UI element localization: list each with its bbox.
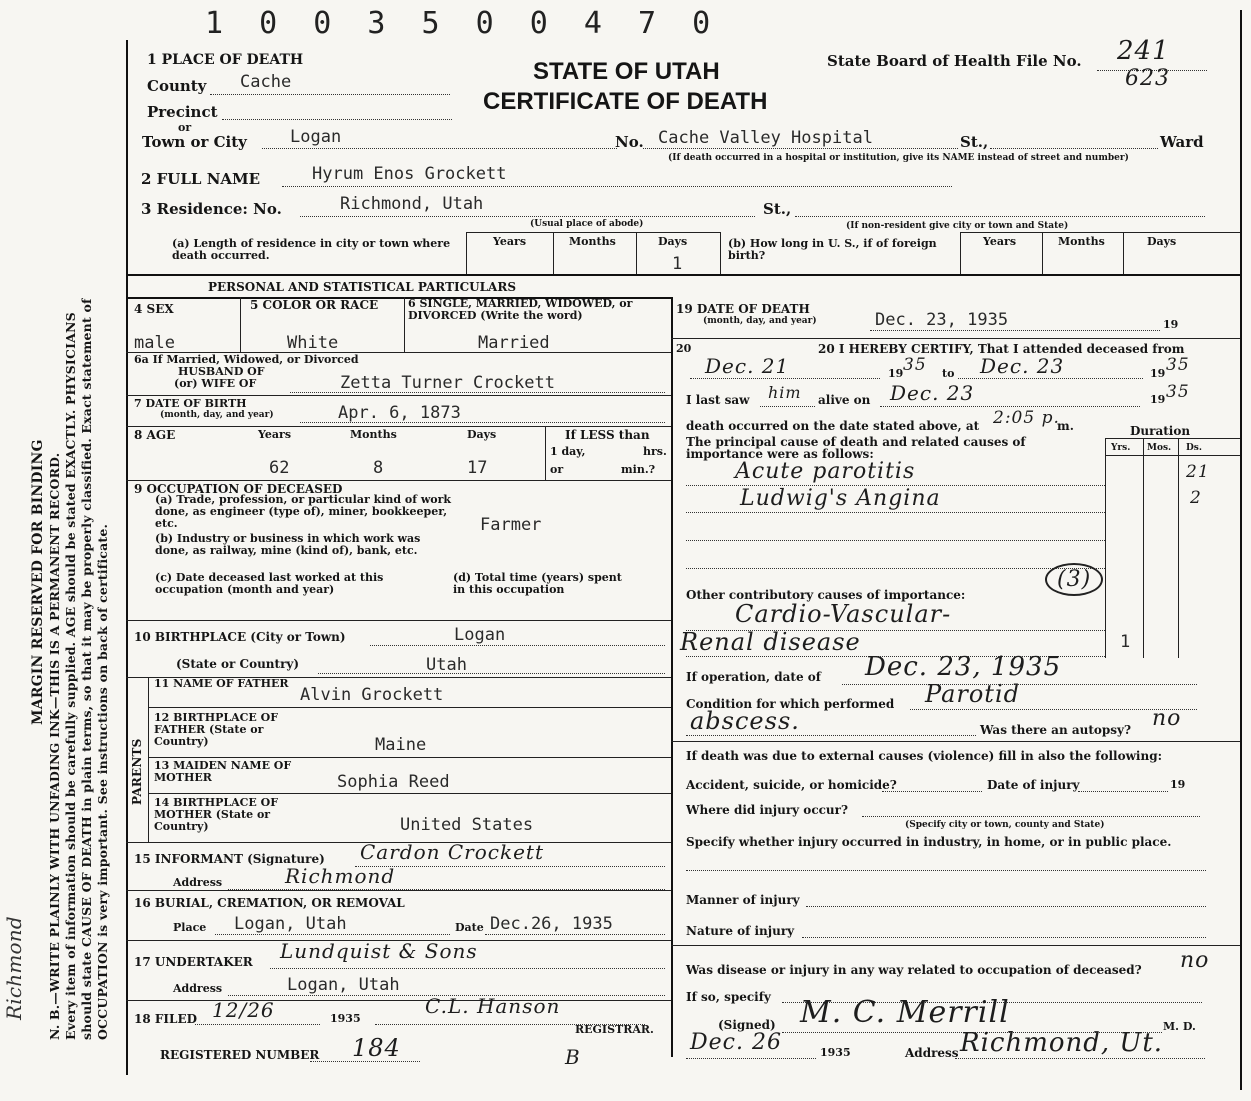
autopsy-label: Was there an autopsy? xyxy=(980,723,1132,737)
mother-bp-label: 14 BIRTHPLACE OF MOTHER (State or Country) xyxy=(154,796,279,833)
or-label: or xyxy=(178,121,192,134)
informant-signature: Cardon Crockett xyxy=(360,840,545,864)
yrs-label: Yrs. xyxy=(1111,443,1131,453)
res-days: Days xyxy=(658,235,688,248)
dod-value: Dec. 23, 1935 xyxy=(875,310,1009,330)
other-cause-1: Cardio-Vascular- xyxy=(735,600,952,628)
cause-1: Acute parotitis xyxy=(735,459,916,484)
where-note: (Specify city or town, county and State) xyxy=(905,820,1105,830)
operation-date: Dec. 23, 1935 xyxy=(865,652,1062,682)
column-divider xyxy=(671,297,673,1057)
margin-line4: OCCUPATION is very important. See instructions on back of certificate. xyxy=(95,523,110,1040)
signed-label: (Signed) xyxy=(718,1018,776,1032)
margin-line3: should state CAUSE OF DEATH in plain terms, so that it may be properly classified. Exact statement of xyxy=(79,298,94,1040)
mos-label: Mos. xyxy=(1147,443,1172,453)
rule-personal xyxy=(126,274,1240,276)
registrar-signature: C.L. Hanson xyxy=(425,994,561,1018)
spouse-value: Zetta Turner Crockett xyxy=(340,373,555,393)
or-min-label: or xyxy=(550,463,564,476)
to-label: to xyxy=(942,367,955,380)
sign-date: Dec. 26 xyxy=(690,1030,782,1055)
dod-sub: (month, day, and year) xyxy=(703,316,817,326)
frame-right xyxy=(1240,10,1242,1090)
filed-year: 1935 xyxy=(330,1012,361,1025)
md-label: M. D. xyxy=(1163,1020,1196,1033)
age-years-label: Years xyxy=(258,428,292,441)
full-name-value: Hyrum Enos Grockett xyxy=(312,164,507,184)
burial-place-label: Place xyxy=(173,921,207,934)
injury-date-label: Date of injury xyxy=(987,778,1080,792)
undertaker-value: Lundquist & Sons xyxy=(280,939,478,963)
m-label: m. xyxy=(1057,419,1074,433)
abode-note: (Usual place of abode) xyxy=(530,219,644,229)
from-19: 19 xyxy=(888,367,904,380)
other-cause-years: 1 xyxy=(1120,632,1131,652)
us-days: Days xyxy=(1147,235,1177,248)
last-saw-value: him xyxy=(768,383,802,402)
undertaker-label: 17 UNDERTAKER xyxy=(134,955,253,969)
related-label: Was disease or injury in any way related to occupation of deceased? xyxy=(686,963,1142,977)
nonres-note: (If non-resident give city or town and State) xyxy=(846,221,1069,231)
autopsy-value: no xyxy=(1152,706,1182,731)
occupation-c: (c) Date deceased last worked at this occupation (month and year) xyxy=(155,571,384,596)
cause-2-days: 2 xyxy=(1190,488,1202,508)
informant-address-label: Address xyxy=(173,876,223,889)
mother-label: 13 MAIDEN NAME OF MOTHER xyxy=(154,759,292,784)
to-19: 19 xyxy=(1150,367,1166,380)
town-label: Town or City xyxy=(142,133,247,151)
county-value: Cache xyxy=(240,72,292,92)
burial-label: 16 BURIAL, CREMATION, OR REMOVAL xyxy=(134,896,405,910)
informant-label: 15 INFORMANT (Signature) xyxy=(134,852,325,866)
filed-label: 18 FILED xyxy=(134,1012,197,1026)
dob-sub: (month, day, and year) xyxy=(160,410,274,420)
filed-date: 12/26 xyxy=(212,998,275,1022)
operation-label: If operation, date of xyxy=(686,670,821,684)
dob-value: Apr. 6, 1873 xyxy=(338,403,461,423)
circled-note: (3) xyxy=(1045,563,1103,596)
serial-number: 1 0 0 3 5 0 0 4 7 0 xyxy=(205,6,720,41)
registrar-initial: B xyxy=(565,1045,581,1069)
other-causes-label: Other contributory causes of importance: xyxy=(686,588,966,602)
father-bp-value: Maine xyxy=(375,735,427,755)
related-value: no xyxy=(1180,948,1210,973)
state-value: Utah xyxy=(426,655,467,675)
mother-bp-value: United States xyxy=(400,815,534,835)
cause-1-days: 21 xyxy=(1186,462,1210,482)
burial-place: Logan, Utah xyxy=(234,914,347,934)
sex-label: 4 SEX xyxy=(134,302,174,316)
burial-date-label: Date xyxy=(455,921,484,934)
alive-label: alive on xyxy=(818,393,871,407)
file-no-value-2: 623 xyxy=(1125,66,1170,91)
physician-signature: M. C. Merrill xyxy=(800,995,1010,1030)
injury-19: 19 xyxy=(1170,778,1186,791)
full-name-label: 2 FULL NAME xyxy=(141,170,261,188)
spouse-label-1: 6a If Married, Widowed, or Divorced xyxy=(134,353,359,366)
cause-label: The principal cause of death and related causes of importance were as follows: xyxy=(686,435,1026,461)
sign-address-label: Address xyxy=(905,1046,959,1060)
to-year: 35 xyxy=(1166,355,1190,375)
sex-value: male xyxy=(134,333,175,353)
spouse-label-3: (or) WIFE OF xyxy=(174,377,257,390)
father-bp-label: 12 BIRTHPLACE OF FATHER (State or Country) xyxy=(154,711,279,748)
age-months: 8 xyxy=(373,458,384,478)
dod-label: 19 DATE OF DEATH xyxy=(676,302,810,316)
res-days-value: 1 xyxy=(672,254,683,274)
precinct-label: Precinct xyxy=(147,103,218,121)
age-label: 8 AGE xyxy=(134,428,176,442)
birthplace-value: Logan xyxy=(454,625,506,645)
town-value: Logan xyxy=(290,127,342,147)
manner-label: Manner of injury xyxy=(686,893,800,907)
less-label: If LESS than xyxy=(565,428,650,442)
burial-date: Dec.26, 1935 xyxy=(490,914,613,934)
cause-2: Ludwig's Angina xyxy=(740,486,941,511)
age-days-label: Days xyxy=(467,428,497,441)
other-cause-2: Renal disease xyxy=(680,628,861,656)
occupation-b: (b) Industry or business in which work was done, as railway, mine (kind of), bank, etc. xyxy=(155,532,421,557)
reg-no-label: REGISTERED NUMBER xyxy=(160,1048,320,1062)
undertaker-address-label: Address xyxy=(173,982,223,995)
external-label: If death was due to external causes (violence) fill in also the following: xyxy=(686,749,1163,763)
duration-label: Duration xyxy=(1130,424,1191,438)
margin-line2: Every item of information should be carefully supplied. AGE should be stated EXACTLY. PHYSICIANS xyxy=(63,312,78,1040)
marital-value: Married xyxy=(478,333,550,353)
occupation-label: 9 OCCUPATION OF DECEASED xyxy=(134,482,343,496)
alive-value: Dec. 23 xyxy=(890,381,975,405)
parents-label: PARENTS xyxy=(130,738,144,805)
file-no-label: State Board of Health File No. xyxy=(827,52,1082,70)
father-value: Alvin Grockett xyxy=(300,685,444,705)
from-year: 35 xyxy=(903,355,927,375)
condition-2: abscess. xyxy=(690,707,800,735)
age-months-label: Months xyxy=(350,428,397,441)
age-years: 62 xyxy=(269,458,290,478)
where-label: Where did injury occur? xyxy=(686,803,849,817)
us-months: Months xyxy=(1058,235,1105,248)
informant-address: Richmond xyxy=(285,864,396,888)
certify-label: 20 I HEREBY CERTIFY, That I attended deceased from xyxy=(818,342,1185,356)
ifso-label: If so, specify xyxy=(686,990,771,1004)
residence-label: 3 Residence: No. xyxy=(141,200,282,218)
undertaker-address: Logan, Utah xyxy=(287,975,400,995)
alive-year: 35 xyxy=(1166,382,1190,402)
residence-st-label: St., xyxy=(763,200,792,218)
last-saw-label: I last saw xyxy=(686,393,750,407)
spouse-label-2: HUSBAND OF xyxy=(178,365,265,378)
county-label: County xyxy=(147,77,207,95)
alive-19: 19 xyxy=(1150,393,1166,406)
occupation-value: Farmer xyxy=(480,515,542,535)
personal-heading: PERSONAL AND STATISTICAL PARTICULARS xyxy=(208,280,517,294)
specify-label: Specify whether injury occurred in industry, in home, or in public place. xyxy=(686,835,1172,849)
color-value: White xyxy=(287,333,339,353)
frame-left xyxy=(126,40,128,1075)
min-label: min.? xyxy=(621,463,656,476)
mother-value: Sophia Reed xyxy=(337,772,450,792)
attended-to: Dec. 23 xyxy=(980,354,1065,378)
dod-19: 19 xyxy=(1163,318,1179,331)
condition-label: Condition for which performed xyxy=(686,697,895,711)
margin-nb: N. B.—WRITE PLAINLY WITH UNFADING INK—THIS IS A PERMANENT RECORD. xyxy=(47,452,62,1040)
file-no-value: 241 xyxy=(1117,36,1170,66)
certify-20: 20 xyxy=(676,342,692,355)
res-years: Years xyxy=(493,235,527,248)
marital-label: 6 SINGLE, MARRIED, WIDOWED, or DIVORCED (Write the word) xyxy=(408,297,633,322)
hospital-value: Cache Valley Hospital xyxy=(658,128,873,148)
dob-label: 7 DATE OF BIRTH xyxy=(134,397,247,410)
title-certificate: CERTIFICATE OF DEATH xyxy=(483,88,768,115)
residence-value: Richmond, Utah xyxy=(340,194,484,214)
color-label: 5 COLOR OR RACE xyxy=(250,298,379,312)
res-months: Months xyxy=(569,235,616,248)
nature-label: Nature of injury xyxy=(686,924,795,938)
length-residence-label: (a) Length of residence in city or town where death occurred. xyxy=(172,237,451,262)
no-label: No. xyxy=(615,133,644,151)
sign-address: Richmond, Ut. xyxy=(960,1028,1164,1058)
condition-1: Parotid xyxy=(925,680,1020,708)
age-days: 17 xyxy=(467,458,488,478)
occupation-d: (d) Total time (years) spent in this occupation xyxy=(453,571,622,596)
ward-label: Ward xyxy=(1160,133,1204,151)
death-occurred-label: death occurred on the date stated above, at xyxy=(686,419,980,433)
hrs-label: hrs. xyxy=(643,445,667,458)
title-state: STATE OF UTAH xyxy=(533,58,720,85)
st-label: St., xyxy=(960,133,989,151)
state-label: (State or Country) xyxy=(176,657,300,671)
attended-from: Dec. 21 xyxy=(705,354,790,378)
us-label: (b) How long in U. S., if of foreign birth? xyxy=(728,237,937,262)
occupation-a: (a) Trade, profession, or particular kind of work done, as engineer (type of), miner, bookkeeper, etc. xyxy=(155,493,452,530)
reg-no-value: 184 xyxy=(352,1034,401,1062)
registrar-label: REGISTRAR. xyxy=(575,1023,654,1036)
ds-label: Ds. xyxy=(1186,443,1203,453)
birthplace-label: 10 BIRTHPLACE (City or Town) xyxy=(134,630,346,644)
sign-year: 1935 xyxy=(820,1046,851,1059)
accident-label: Accident, suicide, or homicide? xyxy=(686,778,897,792)
margin-reserved: MARGIN RESERVED FOR BINDING xyxy=(30,439,46,725)
place-of-death-heading: 1 PLACE OF DEATH xyxy=(147,52,304,68)
death-time: 2:05 p. xyxy=(993,408,1060,428)
father-label: 11 NAME OF FATHER xyxy=(154,677,289,690)
less-day: 1 day, xyxy=(550,445,586,458)
margin-scrawl: Richmond xyxy=(2,916,26,1020)
hospital-note: (If death occurred in a hospital or institution, give its NAME instead of street and number) xyxy=(668,153,1129,163)
us-years: Years xyxy=(983,235,1017,248)
